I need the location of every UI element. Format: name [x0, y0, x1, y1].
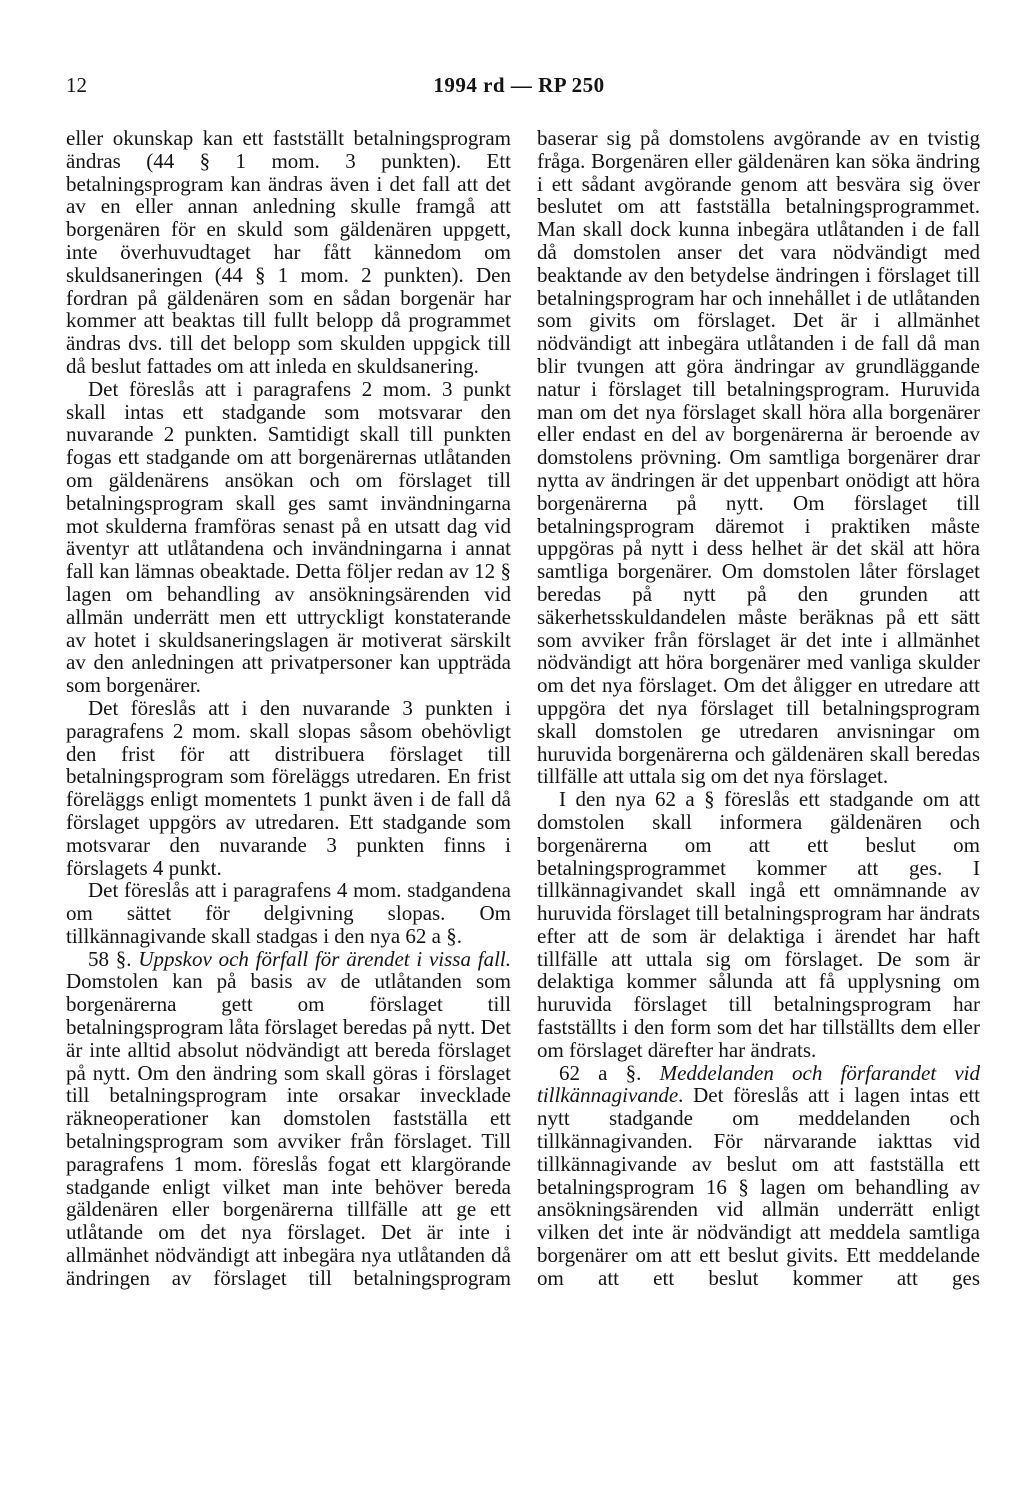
paragraph: I den nya 62 a § föreslås ett stadgande om att domstolen skall informera gäldenären och borgenärerna om att ett beslut om betalningsprogrammet kommer att ges. I tillkännagivandet skall ingå ett omnämnande av huruvida förslaget till betalningsprogram har ändrats efter att de som är delaktiga i ärendet har haft tillfälle att uttala sig om förslaget. De som är delaktiga kommer sålunda att få upplysning om huruvida förslaget till betalningsprogram har fastställts i den form som det har tillställts dem eller om förslaget därefter har ändrats. [537, 787, 980, 1062]
paragraph: eller okunskap kan ett fastställt betalningsprogram ändras (44 § 1 mom. 3 punkten). Ett betalningsprogram kan ändras även i det fall att det av en eller annan anledning skulle framgå att borgenären för en skuld som gäldenären uppgett, inte överhuvudtaget har fått kännedom om skuldsaneringen (44 § 1 mom. 2 punkten). Den fordran på gäldenären som en sådan borgenär har kommer att beaktas till fullt belopp då programmet ändras dvs. till det belopp som skulden uppgick till då beslut fattades om att inleda en skuldsanering. [66, 126, 511, 378]
page-number: 12 [66, 73, 87, 97]
paragraph-text: Domstolen kan på basis av de utlåtanden som borgenärerna gett om förslaget till betalningsprogram låta förslaget beredas på nytt. Det är inte alltid absolut nödvändigt att bereda förslaget på nytt. Om den ändring som skall göras i förslaget till betalningsprogram inte orsakar invecklade räkneoperationer kan domstolen fastställa ett betalningsprogram som avviker från förslaget. Till paragrafens 1 mom. föreslås fogat ett klargörande stadgande enligt vilket man inte behöver bereda gäldenären eller borgenärerna tillfälle att ge ett utlåtande om det nya förslaget. Det är inte i allmänhet nödvändigt att inbegära nya utlåtanden då ändringen av förslaget till betalningsprogram [66, 969, 511, 1290]
section-58-paragraph [66, 948, 511, 1290]
page-header [66, 70, 972, 100]
section-62a-paragraph [537, 1062, 980, 1290]
paragraph: Det föreslås att i paragrafens 4 mom. stadgandena om sättet för delgivning slopas. Om tillkännagivande skall stadgas i den nya 62 a §. [66, 878, 511, 948]
paragraph-text: . Det föreslås att i lagen intas ett nytt stadgande om meddelanden och tillkännagivanden. För närvarande iakttas vid tillkännagivande av beslut om att fastställa ett betalningsprogram 16 § lagen om behandling av ansökningsärenden vid allmän underrätt enligt vilken det inte är nödvändigt att meddela samtliga borgenärer om att ett beslut givits. Ett meddelande om att ett beslut kommer att ges [537, 1083, 980, 1290]
paragraph: Det föreslås att i paragrafens 2 mom. 3 punkt skall intas ett stadgande som motsvarar den nuvarande 2 punkten. Samtidigt skall till punkten fogas ett stadgande om att borgenärernas utlåtanden om gäldenärens ansökan och om förslaget till betalningsprogram skall ges samt invändningarna mot skulderna framföras senast på en utsatt dag vid äventyr att utlåtandena och invändningarna i annat fall kan lämnas obeaktade. Detta följer redan av 12 § lagen om behandling av ansökningsärenden vid allmän underrätt men ett uttryckligt konstaterande av hotet i skuldsaneringslagen är motiverat särskilt av den anledningen att privatpersoner kan uppträda som borgenärer. [66, 376, 511, 698]
right-column [537, 127, 980, 1290]
section-heading: Meddelanden och förfarandet vid tillkännagivande [537, 1060, 981, 1108]
section-number: 58 §. [88, 946, 132, 971]
running-title: 1994 rd — RP 250 [433, 73, 605, 97]
left-column [66, 127, 511, 1290]
paragraph: Det föreslås att i den nuvarande 3 punkten i paragrafens 2 mom. skall slopas såsom obehövligt den frist för att distribuera förslaget till betalningsprogram som föreläggs utredaren. En frist föreläggs enligt momentets 1 punkt även i de fall då förslaget uppgörs av utredaren. Ett stadgande som motsvarar den nuvarande 3 punkten finns i förslagets 4 punkt. [66, 695, 511, 880]
paragraph: baserar sig på domstolens avgörande av en tvistig fråga. Borgenären eller gäldenären kan söka ändring i ett sådant avgörande genom att besvära sig över beslutet om att fastställa betalningsprogrammet. Man skall dock kunna inbegära utlåtanden i de fall då domstolen anser det vara nödvändigt med beaktande av den betydelse ändringen i förslaget till betalningsprogram har och innehållet i de utlåtanden som givits om förslaget. Det är i allmänhet nödvändigt att inbegära utlåtanden i de fall då man blir tvungen att göra ändringar av grundläggande natur i förslaget till betalningsprogram. Huruvida man om det nya förslaget skall höra alla borgenärer eller endast en del av borgenärerna är beroende av domstolens prövning. Om samtliga borgenärer drar nytta av ändringen är det uppenbart onödigt att höra borgenärerna på nytt. Om förslaget till betalningsprogram däremot i praktiken måste uppgöras på nytt i dess helhet är det skäl att höra samtliga borgenärer. Om domstolen låter förslaget beredas på nytt på den grunden att säkerhetsskuldandelen måste beräknas på ett sätt som avviker från förslaget är det inte i allmänhet nödvändigt att höra borgenärer med vanliga skulder om det nya förslaget. Om det åligger en utredare att uppgöra det nya förslaget till betalningsprogram skall domstolen ge utredaren anvisningar om huruvida borgenärerna och gäldenären skall beredas tillfälle att uttala sig om det nya förslaget. [537, 126, 980, 789]
section-heading: Uppskov och förfall för ärendet i vissa fall. [138, 946, 512, 971]
section-number: 62 a §. [559, 1060, 642, 1085]
